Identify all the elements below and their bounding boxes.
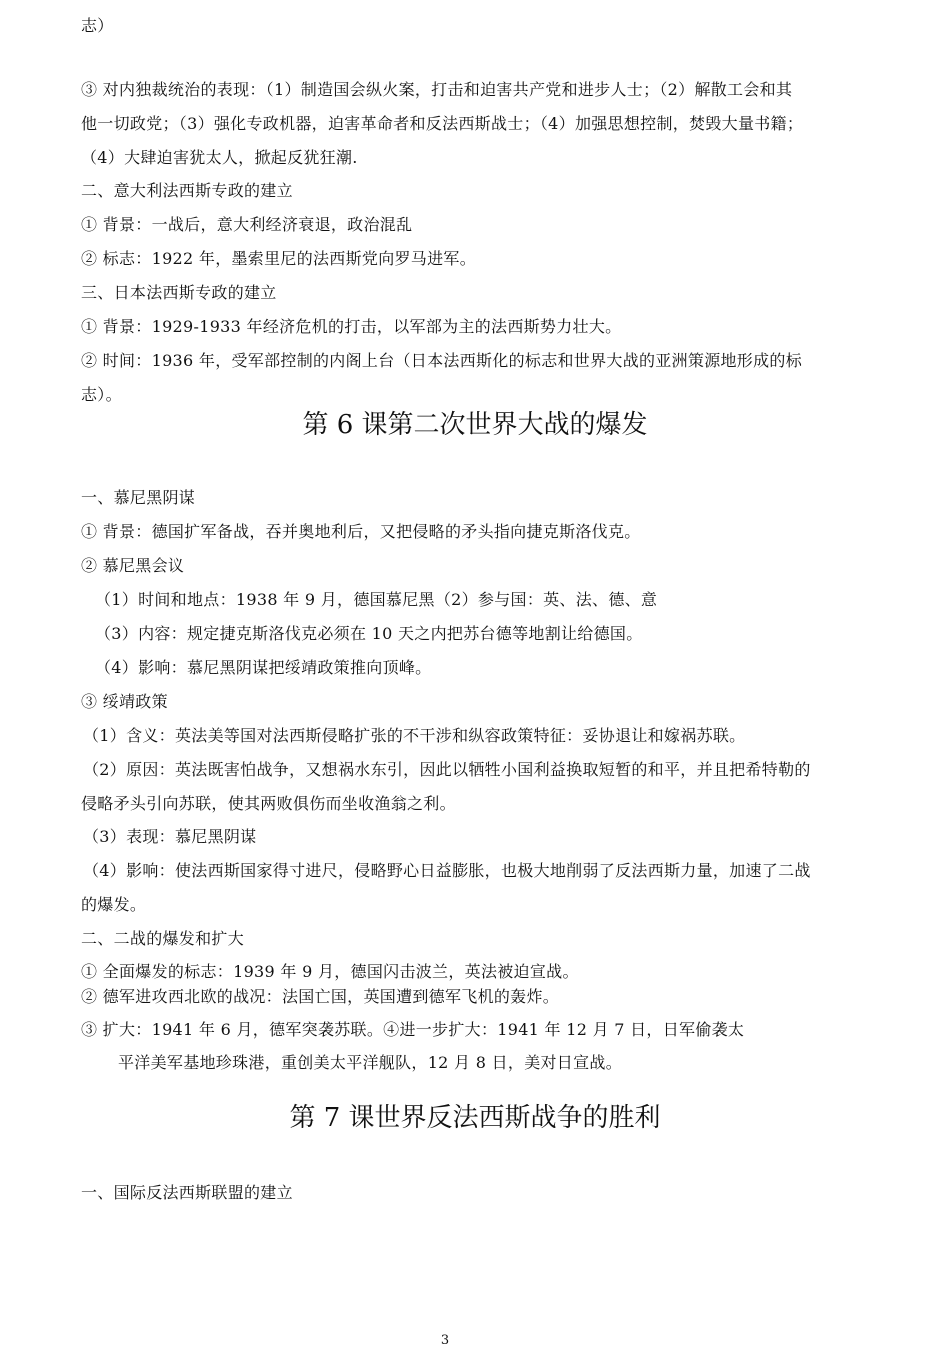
text-line: （1）含义：英法美等国对法西斯侵略扩张的不干涉和纵容政策特征：妥协退让和嫁祸苏联。	[83, 726, 746, 745]
text-line: ② 时间：1936 年，受军部控制的内阁上台（日本法西斯化的标志和世界大战的亚洲策源地形成的标	[81, 351, 802, 370]
text-line: （4）影响：使法西斯国家得寸进尺，侵略野心日益膨胀，也极大地削弱了反法西斯力量，加速了二战	[83, 861, 811, 880]
text-line: 志）	[81, 16, 114, 35]
text-line: 平洋美军基地珍珠港，重创美太平洋舰队，12 月 8 日，美对日宣战。	[118, 1053, 622, 1072]
section-heading: 一、国际反法西斯联盟的建立	[81, 1183, 293, 1202]
text-line: ③ 绥靖政策	[81, 692, 168, 711]
text-line: （4）影响：慕尼黑阴谋把绥靖政策推向顶峰。	[95, 658, 432, 677]
lesson-title: 第 6 课第二次世界大战的爆发	[302, 410, 648, 440]
text-line: ③ 扩大：1941 年 6 月，德军突袭苏联。④进一步扩大：1941 年 12 月 7 日，日军偷袭太	[81, 1020, 745, 1039]
text-line: ② 标志：1922 年，墨索里尼的法西斯党向罗马进军。	[81, 249, 476, 268]
text-line: ② 慕尼黑会议	[81, 556, 185, 575]
section-heading: 二、二战的爆发和扩大	[81, 929, 245, 948]
text-line: 志）。	[81, 385, 122, 404]
text-line: 侵略矛头引向苏联，使其两败俱伤而坐收渔翁之利。	[81, 794, 456, 813]
lesson-title: 第 7 课世界反法西斯战争的胜利	[289, 1103, 661, 1133]
section-heading: 一、慕尼黑阴谋	[81, 488, 196, 507]
text-line: 他一切政党；（3）强化专政机器，迫害革命者和反法西斯战士；（4）加强思想控制，焚毁大量书籍；	[81, 114, 804, 133]
text-line: （2）原因：英法既害怕战争，又想祸水东引，因此以牺牲小国利益换取短暂的和平，并且把希特勒的	[83, 760, 811, 779]
text-line: ① 背景：德国扩军备战，吞并奥地利后，又把侵略的矛头指向捷克斯洛伐克。	[81, 522, 641, 541]
text-line: （1）时间和地点：1938 年 9 月，德国慕尼黑（2）参与国：英、法、德、意	[95, 590, 658, 609]
text-line: ① 背景：一战后，意大利经济衰退，政治混乱	[81, 215, 413, 234]
page-number: 3	[440, 1333, 450, 1348]
text-line: 的爆发。	[81, 895, 147, 914]
text-line: （3）内容：规定捷克斯洛伐克必须在 10 天之内把苏台德等地割让给德国。	[95, 624, 643, 643]
section-heading: 三、日本法西斯专政的建立	[81, 283, 277, 302]
text-line: （3）表现：慕尼黑阴谋	[83, 827, 257, 846]
text-line: ② 德军进攻西北欧的战况：法国亡国，英国遭到德军飞机的轰炸。	[81, 987, 560, 1006]
text-line: ① 背景：1929-1933 年经济危机的打击，以军部为主的法西斯势力壮大。	[81, 317, 622, 336]
section-heading: 二、意大利法西斯专政的建立	[81, 181, 293, 200]
text-line: ① 全面爆发的标志：1939 年 9 月，德国闪击波兰，英法被迫宣战。	[81, 962, 579, 981]
text-line: ③ 对内独裁统治的表现：（1）制造国会纵火案，打击和迫害共产党和进步人士；（2）解散工会和其	[81, 80, 793, 99]
text-line: （4）大肆迫害犹太人，掀起反犹狂潮.	[81, 148, 358, 167]
